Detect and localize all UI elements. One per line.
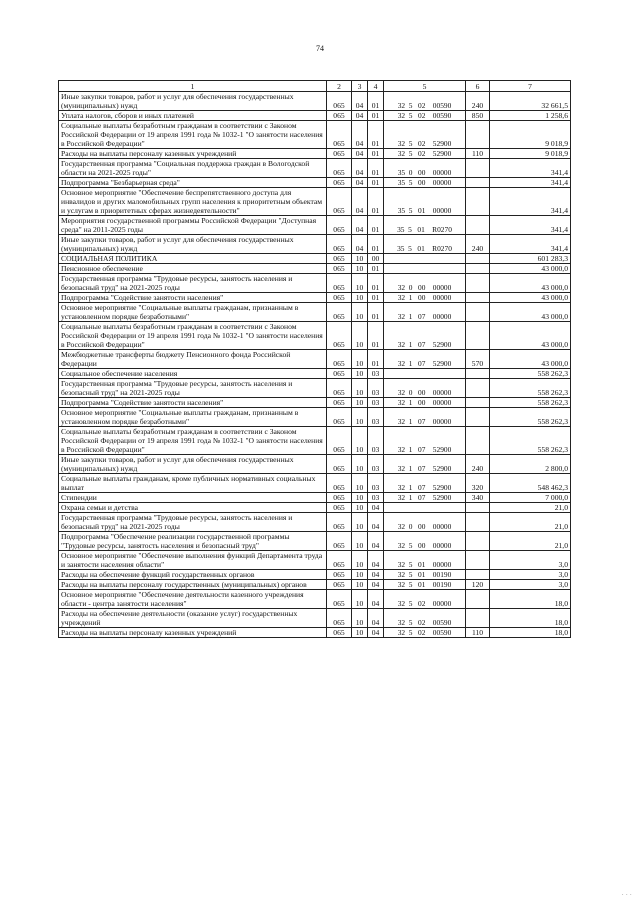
row-name-cell: Подпрограмма "Безбарьерная среда" bbox=[59, 178, 327, 188]
admin-code-cell: 065 bbox=[327, 455, 352, 474]
section-code-cell: 04 bbox=[352, 188, 368, 216]
section-code-cell: 04 bbox=[352, 235, 368, 254]
row-name-cell: Мероприятия государственной программы Российской Федерации "Доступная среда" на 2011-2025 годы bbox=[59, 216, 327, 235]
expense-type-cell: 240 bbox=[466, 455, 490, 474]
table-row bbox=[59, 369, 571, 379]
table-row bbox=[59, 379, 571, 398]
section-code-cell: 10 bbox=[352, 551, 368, 570]
section-code-cell: 10 bbox=[352, 513, 368, 532]
subsection-code-cell: 03 bbox=[368, 398, 384, 408]
admin-code-cell: 065 bbox=[327, 427, 352, 455]
expense-type-cell: 120 bbox=[466, 580, 490, 590]
table-row bbox=[59, 254, 571, 264]
subsection-code-cell: 04 bbox=[368, 570, 384, 580]
expense-type-cell bbox=[466, 178, 490, 188]
expense-type-cell bbox=[466, 398, 490, 408]
section-code-cell: 10 bbox=[352, 303, 368, 322]
section-code-cell: 10 bbox=[352, 274, 368, 293]
amount-cell: 3,0 bbox=[490, 580, 571, 590]
row-name-cell: Подпрограмма "Содействие занятости населения" bbox=[59, 398, 327, 408]
row-name-cell: Стипендии bbox=[59, 493, 327, 503]
expense-type-cell bbox=[466, 503, 490, 513]
row-name-cell: Расходы на обеспечение функций государственных органов bbox=[59, 570, 327, 580]
expense-type-cell: 320 bbox=[466, 474, 490, 493]
subsection-code-cell: 03 bbox=[368, 455, 384, 474]
expense-type-cell bbox=[466, 532, 490, 551]
amount-cell: 558 262,3 bbox=[490, 369, 571, 379]
section-code-cell: 04 bbox=[352, 149, 368, 159]
admin-code-cell: 065 bbox=[327, 216, 352, 235]
expense-type-cell: 240 bbox=[466, 235, 490, 254]
admin-code-cell: 065 bbox=[327, 121, 352, 149]
table-row bbox=[59, 303, 571, 322]
expense-type-cell bbox=[466, 427, 490, 455]
expense-type-cell bbox=[466, 408, 490, 427]
admin-code-cell: 065 bbox=[327, 264, 352, 274]
table-row bbox=[59, 493, 571, 503]
table-row bbox=[59, 216, 571, 235]
subsection-code-cell: 04 bbox=[368, 609, 384, 628]
table-row bbox=[59, 149, 571, 159]
subsection-code-cell: 01 bbox=[368, 274, 384, 293]
subsection-code-cell: 04 bbox=[368, 628, 384, 638]
amount-cell: 3,0 bbox=[490, 570, 571, 580]
subsection-code-cell: 01 bbox=[368, 178, 384, 188]
target-article-cell: 32 5 00 00000 bbox=[384, 532, 466, 551]
section-code-cell: 10 bbox=[352, 503, 368, 513]
table-row bbox=[59, 274, 571, 293]
amount-cell: 558 262,3 bbox=[490, 379, 571, 398]
amount-cell: 21,0 bbox=[490, 532, 571, 551]
amount-cell: 558 262,3 bbox=[490, 408, 571, 427]
section-code-cell: 10 bbox=[352, 350, 368, 369]
admin-code-cell: 065 bbox=[327, 503, 352, 513]
table-header-row bbox=[59, 81, 571, 92]
table-row bbox=[59, 503, 571, 513]
expense-type-cell bbox=[466, 159, 490, 178]
table-row bbox=[59, 427, 571, 455]
target-article-cell bbox=[384, 503, 466, 513]
table-row bbox=[59, 513, 571, 532]
table-row bbox=[59, 293, 571, 303]
row-name-cell: Социальное обеспечение населения bbox=[59, 369, 327, 379]
row-name-cell: Основное мероприятие "Обеспечение деятельности казенного учреждения области - центра занятости населения" bbox=[59, 590, 327, 609]
admin-code-cell: 065 bbox=[327, 570, 352, 580]
target-article-cell: 32 5 02 00590 bbox=[384, 111, 466, 121]
table-row bbox=[59, 264, 571, 274]
row-name-cell: Подпрограмма "Обеспечение реализации государственной программы "Трудовые ресурсы, занятость населения и безопасный труд" bbox=[59, 532, 327, 551]
expense-type-cell bbox=[466, 379, 490, 398]
amount-cell: 558 262,3 bbox=[490, 398, 571, 408]
section-code-cell: 10 bbox=[352, 493, 368, 503]
subsection-code-cell: 04 bbox=[368, 503, 384, 513]
admin-code-cell: 065 bbox=[327, 149, 352, 159]
section-code-cell: 04 bbox=[352, 216, 368, 235]
section-code-cell: 10 bbox=[352, 398, 368, 408]
row-name-cell: Иные закупки товаров, работ и услуг для обеспечения государственных (муниципальных) нужд bbox=[59, 92, 327, 111]
subsection-code-cell: 01 bbox=[368, 121, 384, 149]
row-name-cell: Социальные выплаты безработным гражданам в соответствии с Законом Российской Федерации от 19 апреля 1991 года № 1032-1 "О занятости населения в Российской Федерации" bbox=[59, 322, 327, 350]
target-article-cell bbox=[384, 254, 466, 264]
row-name-cell: Социальные выплаты гражданам, кроме публичных нормативных социальных выплат bbox=[59, 474, 327, 493]
amount-cell: 43 000,0 bbox=[490, 264, 571, 274]
row-name-cell: СОЦИАЛЬНАЯ ПОЛИТИКА bbox=[59, 254, 327, 264]
admin-code-cell: 065 bbox=[327, 111, 352, 121]
expense-type-cell bbox=[466, 254, 490, 264]
target-article-cell: 32 5 01 00190 bbox=[384, 580, 466, 590]
admin-code-cell: 065 bbox=[327, 408, 352, 427]
section-code-cell: 10 bbox=[352, 293, 368, 303]
amount-cell: 558 262,3 bbox=[490, 427, 571, 455]
expense-type-cell bbox=[466, 121, 490, 149]
admin-code-cell: 065 bbox=[327, 590, 352, 609]
target-article-cell: 32 1 00 00000 bbox=[384, 293, 466, 303]
table-row bbox=[59, 188, 571, 216]
subsection-code-cell: 04 bbox=[368, 551, 384, 570]
table-row bbox=[59, 159, 571, 178]
amount-cell: 7 000,0 bbox=[490, 493, 571, 503]
table-row bbox=[59, 92, 571, 111]
row-name-cell: Уплата налогов, сборов и иных платежей bbox=[59, 111, 327, 121]
row-name-cell: Социальные выплаты безработным гражданам в соответствии с Законом Российской Федерации от 19 апреля 1991 года № 1032-1 "О занятости населения в Российской Федерации" bbox=[59, 427, 327, 455]
admin-code-cell: 065 bbox=[327, 235, 352, 254]
section-code-cell: 10 bbox=[352, 254, 368, 264]
subsection-code-cell: 04 bbox=[368, 532, 384, 551]
row-name-cell: Межбюджетные трансферты бюджету Пенсионного фонда Российской Федерации bbox=[59, 350, 327, 369]
admin-code-cell: 065 bbox=[327, 188, 352, 216]
target-article-cell: 32 5 02 00590 bbox=[384, 609, 466, 628]
target-article-cell: 32 5 02 00000 bbox=[384, 590, 466, 609]
expense-type-cell bbox=[466, 590, 490, 609]
subsection-code-cell: 03 bbox=[368, 493, 384, 503]
target-article-cell: 32 1 00 00000 bbox=[384, 398, 466, 408]
target-article-cell: 32 5 02 00590 bbox=[384, 92, 466, 111]
table-row bbox=[59, 580, 571, 590]
row-name-cell: Основное мероприятие "Социальные выплаты гражданам, признанным в установленном порядке безработными" bbox=[59, 408, 327, 427]
target-article-cell: 32 1 07 00000 bbox=[384, 408, 466, 427]
amount-cell: 341,4 bbox=[490, 235, 571, 254]
row-name-cell: Государственная программа "Трудовые ресурсы, занятость населения и безопасный труд" на 2021-2025 годы bbox=[59, 274, 327, 293]
amount-cell: 43 000,0 bbox=[490, 293, 571, 303]
target-article-cell: 32 5 02 00590 bbox=[384, 628, 466, 638]
subsection-code-cell: 04 bbox=[368, 513, 384, 532]
subsection-code-cell: 01 bbox=[368, 235, 384, 254]
table-row bbox=[59, 121, 571, 149]
table-row bbox=[59, 111, 571, 121]
amount-cell: 43 000,0 bbox=[490, 274, 571, 293]
subsection-code-cell: 03 bbox=[368, 427, 384, 455]
section-code-cell: 10 bbox=[352, 455, 368, 474]
table-row bbox=[59, 609, 571, 628]
amount-cell: 18,0 bbox=[490, 590, 571, 609]
target-article-cell bbox=[384, 264, 466, 274]
admin-code-cell: 065 bbox=[327, 159, 352, 178]
target-article-cell: 35 5 01 R0270 bbox=[384, 235, 466, 254]
expense-type-cell bbox=[466, 274, 490, 293]
header-cell: 2 bbox=[327, 81, 352, 92]
budget-table bbox=[58, 80, 571, 638]
section-code-cell: 04 bbox=[352, 111, 368, 121]
admin-code-cell: 065 bbox=[327, 293, 352, 303]
target-article-cell: 32 5 02 52900 bbox=[384, 149, 466, 159]
amount-cell: 18,0 bbox=[490, 628, 571, 638]
amount-cell: 341,4 bbox=[490, 188, 571, 216]
target-article-cell: 35 0 00 00000 bbox=[384, 159, 466, 178]
row-name-cell: Иные закупки товаров, работ и услуг для обеспечения государственных (муниципальных) нужд bbox=[59, 235, 327, 254]
subsection-code-cell: 01 bbox=[368, 293, 384, 303]
section-code-cell: 10 bbox=[352, 628, 368, 638]
header-cell: 1 bbox=[59, 81, 327, 92]
table-row bbox=[59, 570, 571, 580]
table-row bbox=[59, 398, 571, 408]
subsection-code-cell: 00 bbox=[368, 254, 384, 264]
subsection-code-cell: 01 bbox=[368, 322, 384, 350]
subsection-code-cell: 01 bbox=[368, 92, 384, 111]
expense-type-cell: 340 bbox=[466, 493, 490, 503]
table-row bbox=[59, 474, 571, 493]
section-code-cell: 10 bbox=[352, 408, 368, 427]
table-row bbox=[59, 628, 571, 638]
scan-mark: · · · bbox=[621, 891, 632, 899]
subsection-code-cell: 03 bbox=[368, 369, 384, 379]
amount-cell: 341,4 bbox=[490, 178, 571, 188]
subsection-code-cell: 01 bbox=[368, 303, 384, 322]
section-code-cell: 10 bbox=[352, 379, 368, 398]
admin-code-cell: 065 bbox=[327, 322, 352, 350]
subsection-code-cell: 03 bbox=[368, 408, 384, 427]
expense-type-cell: 850 bbox=[466, 111, 490, 121]
section-code-cell: 10 bbox=[352, 264, 368, 274]
expense-type-cell bbox=[466, 609, 490, 628]
target-article-cell: 32 0 00 00000 bbox=[384, 379, 466, 398]
section-code-cell: 10 bbox=[352, 474, 368, 493]
row-name-cell: Социальные выплаты безработным гражданам в соответствии с Законом Российской Федерации от 19 апреля 1991 года № 1032-1 "О занятости населения в Российской Федерации" bbox=[59, 121, 327, 149]
admin-code-cell: 065 bbox=[327, 474, 352, 493]
amount-cell: 43 000,0 bbox=[490, 322, 571, 350]
header-cell: 5 bbox=[384, 81, 466, 92]
table-row bbox=[59, 532, 571, 551]
admin-code-cell: 065 bbox=[327, 303, 352, 322]
admin-code-cell: 065 bbox=[327, 92, 352, 111]
row-name-cell: Государственная программа "Трудовые ресурсы, занятость населения и безопасный труд" на 2021-2025 годы bbox=[59, 513, 327, 532]
target-article-cell: 32 5 01 00000 bbox=[384, 551, 466, 570]
target-article-cell: 32 1 07 52900 bbox=[384, 493, 466, 503]
row-name-cell: Расходы на выплаты персоналу казенных учреждений bbox=[59, 149, 327, 159]
admin-code-cell: 065 bbox=[327, 178, 352, 188]
expense-type-cell bbox=[466, 513, 490, 532]
admin-code-cell: 065 bbox=[327, 398, 352, 408]
amount-cell: 21,0 bbox=[490, 513, 571, 532]
section-code-cell: 10 bbox=[352, 590, 368, 609]
expense-type-cell bbox=[466, 293, 490, 303]
section-code-cell: 04 bbox=[352, 121, 368, 149]
row-name-cell: Расходы на выплаты персоналу казенных учреждений bbox=[59, 628, 327, 638]
target-article-cell: 32 0 00 00000 bbox=[384, 274, 466, 293]
expense-type-cell: 570 bbox=[466, 350, 490, 369]
target-article-cell: 35 5 01 R0270 bbox=[384, 216, 466, 235]
row-name-cell: Охрана семьи и детства bbox=[59, 503, 327, 513]
amount-cell: 43 000,0 bbox=[490, 350, 571, 369]
admin-code-cell: 065 bbox=[327, 274, 352, 293]
admin-code-cell: 065 bbox=[327, 254, 352, 264]
table-row bbox=[59, 235, 571, 254]
admin-code-cell: 065 bbox=[327, 532, 352, 551]
table-row bbox=[59, 408, 571, 427]
expense-type-cell bbox=[466, 551, 490, 570]
section-code-cell: 10 bbox=[352, 580, 368, 590]
amount-cell: 43 000,0 bbox=[490, 303, 571, 322]
admin-code-cell: 065 bbox=[327, 580, 352, 590]
table-row bbox=[59, 590, 571, 609]
amount-cell: 341,4 bbox=[490, 159, 571, 178]
amount-cell: 601 283,3 bbox=[490, 254, 571, 264]
subsection-code-cell: 03 bbox=[368, 474, 384, 493]
subsection-code-cell: 01 bbox=[368, 264, 384, 274]
target-article-cell: 32 1 07 52900 bbox=[384, 427, 466, 455]
section-code-cell: 04 bbox=[352, 159, 368, 178]
amount-cell: 9 018,9 bbox=[490, 121, 571, 149]
expense-type-cell bbox=[466, 322, 490, 350]
row-name-cell: Основное мероприятие "Обеспечение беспрепятственного доступа для инвалидов и других маломобильных групп населения к приоритетным объектам и услугам в приоритетных сферах жизнедеятельности" bbox=[59, 188, 327, 216]
subsection-code-cell: 01 bbox=[368, 149, 384, 159]
row-name-cell: Иные закупки товаров, работ и услуг для обеспечения государственных (муниципальных) нужд bbox=[59, 455, 327, 474]
section-code-cell: 10 bbox=[352, 532, 368, 551]
row-name-cell: Расходы на выплаты персоналу государственных (муниципальных) органов bbox=[59, 580, 327, 590]
expense-type-cell bbox=[466, 216, 490, 235]
target-article-cell: 32 5 02 52900 bbox=[384, 121, 466, 149]
amount-cell: 18,0 bbox=[490, 609, 571, 628]
row-name-cell: Подпрограмма "Содействие занятости населения" bbox=[59, 293, 327, 303]
header-cell: 4 bbox=[368, 81, 384, 92]
admin-code-cell: 065 bbox=[327, 513, 352, 532]
target-article-cell: 32 1 07 52900 bbox=[384, 474, 466, 493]
expense-type-cell: 110 bbox=[466, 628, 490, 638]
target-article-cell: 32 1 07 52900 bbox=[384, 350, 466, 369]
amount-cell: 3,0 bbox=[490, 551, 571, 570]
subsection-code-cell: 01 bbox=[368, 188, 384, 216]
section-code-cell: 10 bbox=[352, 570, 368, 580]
row-name-cell: Государственная программа "Трудовые ресурсы, занятость населения и безопасный труд" на 2021-2025 годы bbox=[59, 379, 327, 398]
target-article-cell: 32 0 00 00000 bbox=[384, 513, 466, 532]
table-row bbox=[59, 178, 571, 188]
target-article-cell: 35 5 01 00000 bbox=[384, 188, 466, 216]
expense-type-cell: 240 bbox=[466, 92, 490, 111]
amount-cell: 2 800,0 bbox=[490, 455, 571, 474]
row-name-cell: Пенсионное обеспечение bbox=[59, 264, 327, 274]
subsection-code-cell: 01 bbox=[368, 350, 384, 369]
target-article-cell: 35 5 00 00000 bbox=[384, 178, 466, 188]
header-cell: 3 bbox=[352, 81, 368, 92]
admin-code-cell: 065 bbox=[327, 379, 352, 398]
expense-type-cell bbox=[466, 188, 490, 216]
expense-type-cell bbox=[466, 303, 490, 322]
row-name-cell: Расходы на обеспечение деятельности (оказание услуг) государственных учреждений bbox=[59, 609, 327, 628]
admin-code-cell: 065 bbox=[327, 369, 352, 379]
admin-code-cell: 065 bbox=[327, 609, 352, 628]
amount-cell: 21,0 bbox=[490, 503, 571, 513]
expense-type-cell bbox=[466, 570, 490, 580]
expense-type-cell bbox=[466, 369, 490, 379]
admin-code-cell: 065 bbox=[327, 350, 352, 369]
target-article-cell: 32 5 01 00190 bbox=[384, 570, 466, 580]
target-article-cell: 32 1 07 52900 bbox=[384, 322, 466, 350]
expense-type-cell: 110 bbox=[466, 149, 490, 159]
expense-type-cell bbox=[466, 264, 490, 274]
table-row bbox=[59, 322, 571, 350]
target-article-cell: 32 1 07 52900 bbox=[384, 455, 466, 474]
admin-code-cell: 065 bbox=[327, 628, 352, 638]
amount-cell: 9 018,9 bbox=[490, 149, 571, 159]
amount-cell: 1 258,6 bbox=[490, 111, 571, 121]
header-cell: 6 bbox=[466, 81, 490, 92]
admin-code-cell: 065 bbox=[327, 551, 352, 570]
section-code-cell: 04 bbox=[352, 178, 368, 188]
subsection-code-cell: 04 bbox=[368, 590, 384, 609]
row-name-cell: Основное мероприятие "Обеспечение выполнения функций Департамента труда и занятости населения области" bbox=[59, 551, 327, 570]
target-article-cell: 32 1 07 00000 bbox=[384, 303, 466, 322]
row-name-cell: Основное мероприятие "Социальные выплаты гражданам, признанным в установленном порядке безработными" bbox=[59, 303, 327, 322]
amount-cell: 32 661,5 bbox=[490, 92, 571, 111]
amount-cell: 548 462,3 bbox=[490, 474, 571, 493]
amount-cell: 341,4 bbox=[490, 216, 571, 235]
section-code-cell: 10 bbox=[352, 609, 368, 628]
section-code-cell: 10 bbox=[352, 322, 368, 350]
target-article-cell bbox=[384, 369, 466, 379]
table-row bbox=[59, 455, 571, 474]
subsection-code-cell: 01 bbox=[368, 159, 384, 178]
section-code-cell: 04 bbox=[352, 92, 368, 111]
page-number: 74 bbox=[316, 44, 324, 53]
subsection-code-cell: 01 bbox=[368, 111, 384, 121]
subsection-code-cell: 04 bbox=[368, 580, 384, 590]
subsection-code-cell: 03 bbox=[368, 379, 384, 398]
table-row bbox=[59, 551, 571, 570]
table-row bbox=[59, 350, 571, 369]
section-code-cell: 10 bbox=[352, 427, 368, 455]
header-cell: 7 bbox=[490, 81, 571, 92]
section-code-cell: 10 bbox=[352, 369, 368, 379]
row-name-cell: Государственная программа "Социальная поддержка граждан в Вологодской области на 2021-2025 годы" bbox=[59, 159, 327, 178]
subsection-code-cell: 01 bbox=[368, 216, 384, 235]
admin-code-cell: 065 bbox=[327, 493, 352, 503]
